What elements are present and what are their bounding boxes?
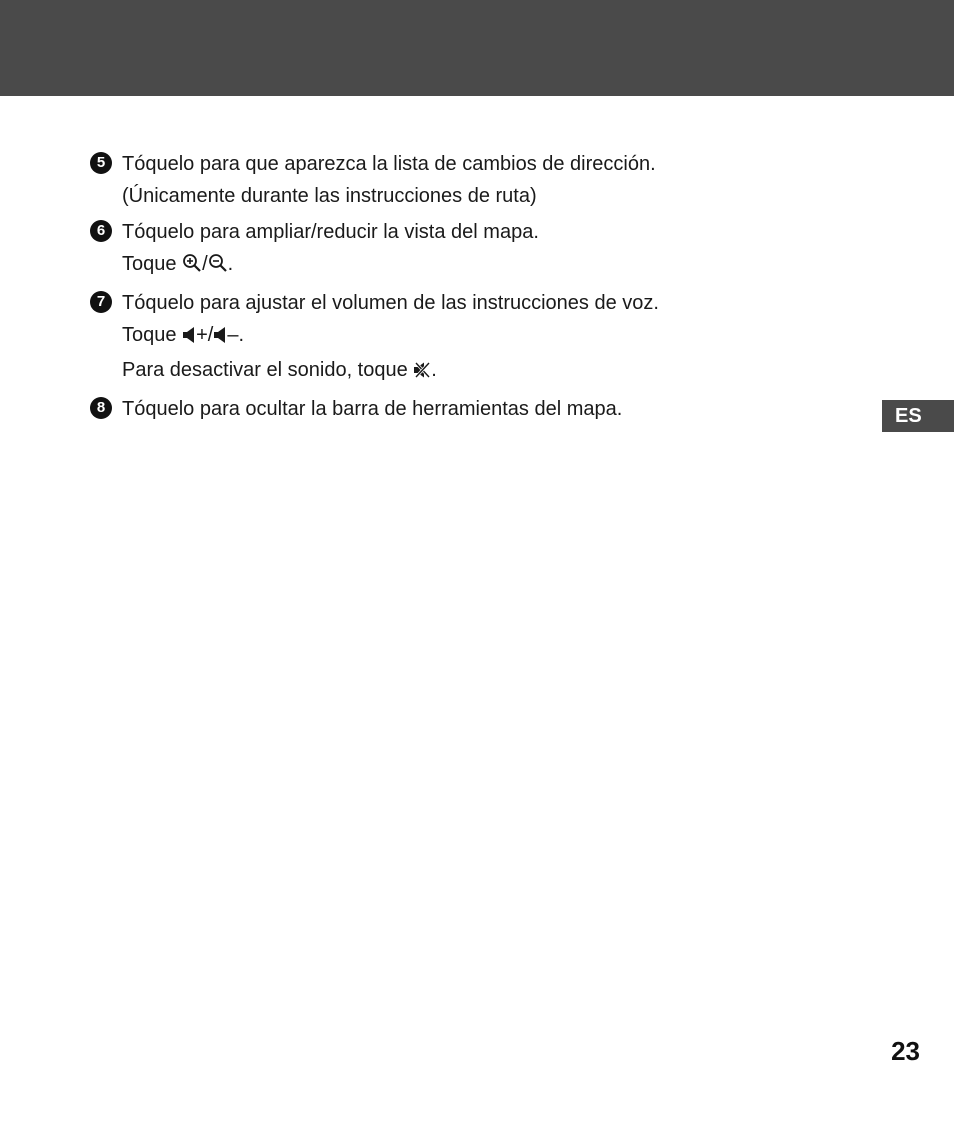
item-text: Tóquelo para ampliar/reducir la vista del mapa. [122,221,539,243]
item-instruction [122,248,850,283]
page-number: 23 [891,1036,920,1066]
item-text: Tóquelo para ocultar la barra de herramientas del mapa. [122,398,623,420]
slash-text: / [202,253,208,275]
period-text: . [431,359,437,381]
item-number: 5 [90,152,112,174]
list-item [90,148,850,212]
toque-text: Toque [122,324,177,346]
list-item [90,287,850,389]
mute-text: Para desactivar el sonido, toque [122,359,408,381]
list-item [90,393,850,425]
item-text: Tóquelo para ajustar el volumen de las instrucciones de voz. [122,292,659,314]
item-instruction [122,319,850,354]
plus-slash-text: +/ [196,324,214,346]
instruction-list [90,148,850,429]
mute-instruction [122,354,850,389]
item-number: 7 [90,291,112,313]
header-bar [0,0,954,96]
period-text: . [227,253,234,275]
zoom-out-icon [208,251,228,283]
zoom-in-icon [182,251,202,283]
language-tab: ES [882,400,954,432]
list-item [90,216,850,283]
toque-text: Toque [122,253,177,275]
item-note: (Únicamente durante las instrucciones de ruta) [122,185,537,207]
item-text: Tóquelo para que aparezca la lista de cambios de dirección. [122,153,656,175]
period-text: . [238,324,244,346]
item-number: 6 [90,220,112,242]
mute-icon [413,357,431,389]
speaker-icon [182,322,196,354]
speaker-icon [213,322,227,354]
minus-text: – [227,324,239,346]
item-number: 8 [90,397,112,419]
